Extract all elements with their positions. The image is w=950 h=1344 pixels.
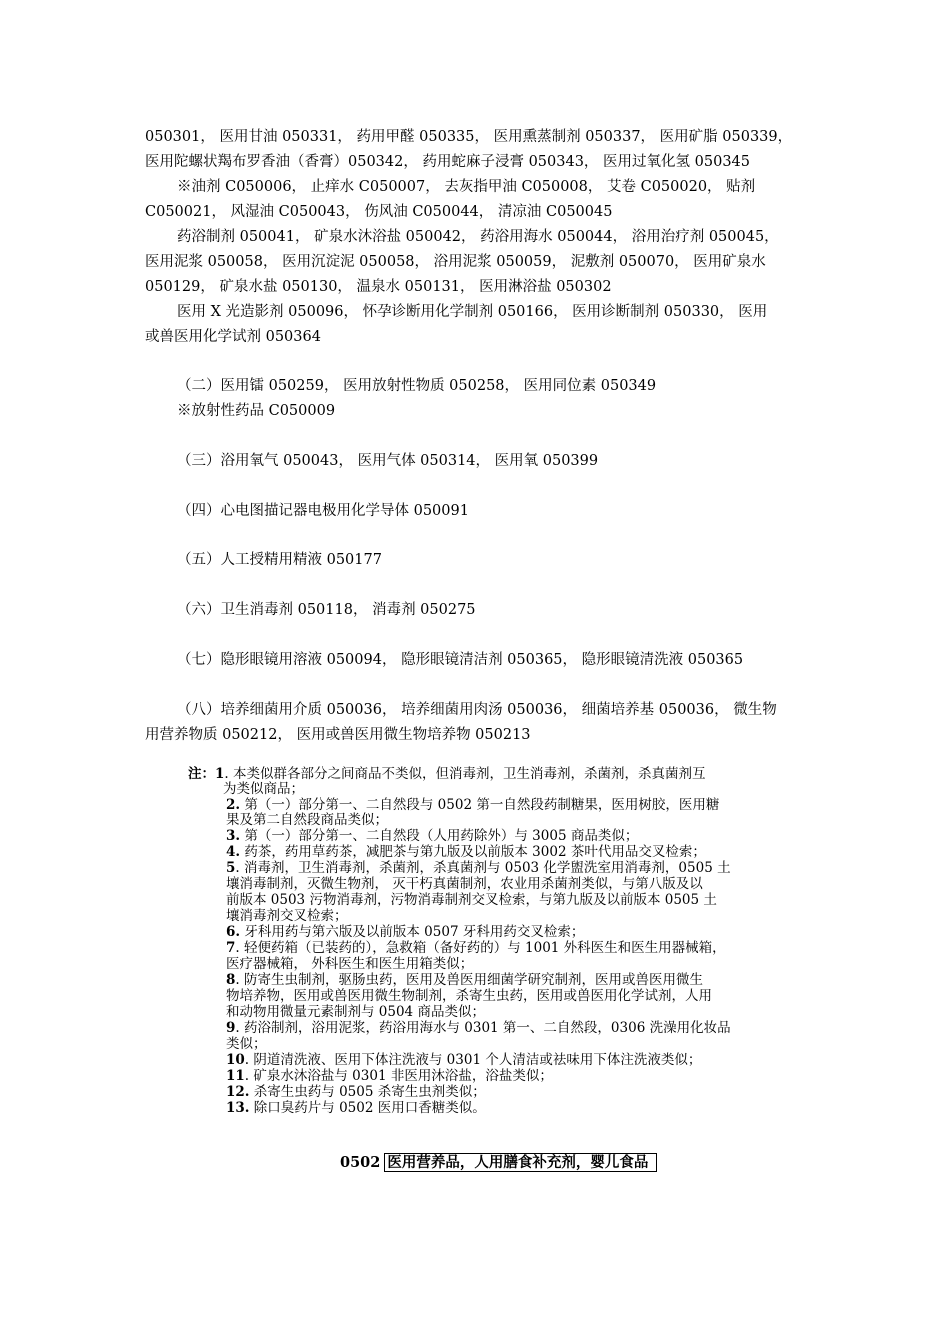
note-number: 9 — [226, 1020, 236, 1036]
note-number: 1 — [215, 766, 225, 782]
section-2-line1: （二）医用镭 050259， 医用放射性物质 050258， 医用同位素 050349 — [177, 378, 657, 394]
note-1-line2: 为类似商品； — [223, 781, 304, 797]
note-11 — [226, 1069, 553, 1084]
note-9-line1 — [226, 1021, 731, 1036]
note-5-line2: 壤消毒制剂，灭微生物剂， 灭干朽真菌制剂，农业用杀菌剂类似，与第八版及以 — [226, 876, 703, 892]
note-text: 药茶，药用草药茶，减肥茶与第九版及以前版本 3002 茶叶代用品交叉检索； — [240, 844, 706, 860]
note-6 — [226, 925, 584, 940]
note-5-line4: 壤消毒剂交叉检索； — [226, 908, 348, 924]
section-8-line2: 用营养物质 050212， 医用或兽医用微生物培养物 050213 — [145, 727, 531, 743]
note-text: . 阴道清洗液、医用下体注洗液与 0301 个人清洁或祛味用下体注洗液类似； — [244, 1052, 702, 1068]
para3-line1: 药浴制剂 050041， 矿泉水沐浴盐 050042， 药浴用海水 050044， 浴用治疗剂 050045， — [177, 229, 779, 245]
note-3 — [226, 829, 638, 844]
note-number: 6. — [226, 924, 241, 940]
note-number: 11 — [226, 1068, 245, 1084]
note-text: 除口臭药片与 0502 医用口香糖类似。 — [249, 1100, 486, 1116]
para1-line2: 医用陀螺状羯布罗香油（香膏）050342， 药用蛇麻子浸膏 050343， 医用过氧化氢 050345 — [145, 154, 750, 170]
note-text: 杀寄生虫药与 0505 杀寄生虫剂类似； — [249, 1084, 486, 1100]
note-text: . 矿泉水沐浴盐与 0301 非医用沐浴盐，浴盐类似； — [244, 1068, 553, 1084]
note-7-line1 — [226, 941, 726, 956]
note-12 — [226, 1085, 486, 1100]
note-8-line2: 物培养物，医用或兽医用微生物制剂，杀寄生虫药，医用或兽医用化学试剂，人用 — [226, 988, 712, 1004]
note-2-line1 — [226, 798, 719, 813]
note-number: 2. — [226, 797, 241, 813]
note-5-line1 — [226, 861, 731, 876]
class-code: 0502 — [340, 1154, 381, 1171]
para2-line2: C050021， 风湿油 C050043， 伤风油 C050044， 清凉油 C050045 — [145, 204, 613, 220]
note-9-line2: 类似； — [226, 1036, 267, 1052]
section-6: （六）卫生消毒剂 050118， 消毒剂 050275 — [177, 602, 476, 618]
section-4: （四）心电图描记器电极用化学导体 050091 — [177, 503, 469, 519]
note-4 — [226, 845, 706, 860]
note-text: . 轻便药箱（已装药的），急救箱（备好药的）与 1001 外科医生和医生用器械箱， — [235, 940, 726, 956]
para4-line2: 或兽医用化学试剂 050364 — [145, 329, 321, 345]
note-text: 第（一）部分第一、二自然段与 0502 第一自然段药制糖果，医用树胶，医用糖 — [240, 797, 720, 813]
para4-line1: 医用 X 光造影剂 050096， 怀孕诊断用化学制剂 050166， 医用诊断制剂 050330， 医用 — [177, 304, 768, 320]
section-7: （七）隐形眼镜用溶液 050094， 隐形眼镜清洁剂 050365， 隐形眼镜清洗液 050365 — [177, 652, 744, 668]
note-text: . 本类似群各部分之间商品不类似，但消毒剂，卫生消毒剂，杀菌剂，杀真菌剂互 — [224, 766, 706, 782]
note-number: 8 — [226, 972, 236, 988]
note-8-line3: 和动物用微量元素制剂与 0504 商品类似； — [226, 1004, 485, 1020]
note-text: 牙科用药与第六版及以前版本 0507 牙科用药交叉检索； — [240, 924, 585, 940]
note-number: 7 — [226, 940, 236, 956]
note-text: . 消毒剂，卫生消毒剂，杀菌剂，杀真菌剂与 0503 化学盥洗室用消毒剂，0505 土 — [235, 860, 731, 876]
para2-line1: ※油剂 C050006， 止痒水 C050007， 去灰指甲油 C050008， 艾卷 C050020， 贴剂 — [177, 179, 756, 195]
section-5: （五）人工授精用精液 050177 — [177, 552, 382, 568]
note-text: 第（一）部分第一、二自然段（人用药除外）与 3005 商品类似； — [240, 828, 639, 844]
note-13 — [226, 1101, 486, 1116]
class-name: 医用营养品，人用膳食补充剂，婴儿食品 — [384, 1153, 657, 1172]
note-text: . 防寄生虫制剂，驱肠虫药，医用及兽医用细菌学研究制剂，医用或兽医用微生 — [235, 972, 703, 988]
para1-line1: 050301， 医用甘油 050331， 药用甲醛 050335， 医用熏蒸制剂 050337， 医用矿脂 050339， — [145, 129, 793, 145]
note-number: 13. — [226, 1100, 250, 1116]
para3-line3: 050129， 矿泉水盐 050130， 温泉水 050131， 医用淋浴盐 050302 — [145, 279, 612, 295]
note-number: 12. — [226, 1084, 250, 1100]
note-5-line3: 前版本 0503 污物消毒剂，污物消毒制剂交叉检索，与第九版及以前版本 0505 土 — [226, 892, 717, 908]
note-number: 10 — [226, 1052, 245, 1068]
para3-line2: 医用泥浆 050058， 医用沉淀泥 050058， 浴用泥浆 050059， 泥敷剂 050070， 医用矿泉水 — [145, 254, 766, 270]
note-2-line2: 果及第二自然段商品类似； — [226, 812, 388, 828]
note-text: . 药浴制剂，浴用泥浆，药浴用海水与 0301 第一、二自然段，0306 洗澡用化妆品 — [235, 1020, 731, 1036]
section-8-line1: （八）培养细菌用介质 050036， 培养细菌用肉汤 050036， 细菌培养基 050036， 微生物 — [177, 702, 777, 718]
note-1-line1 — [188, 767, 706, 782]
notes-label: 注： — [188, 766, 215, 782]
note-number: 4. — [226, 844, 241, 860]
note-8-line1 — [226, 973, 703, 988]
note-10 — [226, 1053, 701, 1068]
section-3: （三）浴用氧气 050043， 医用气体 050314， 医用氧 050399 — [177, 453, 599, 469]
section-2-line2: ※放射性药品 C050009 — [177, 403, 336, 419]
class-heading — [340, 1153, 657, 1173]
note-7-line2: 医疗器械箱， 外科医生和医生用箱类似； — [226, 956, 474, 972]
note-number: 3. — [226, 828, 241, 844]
note-number: 5 — [226, 860, 236, 876]
